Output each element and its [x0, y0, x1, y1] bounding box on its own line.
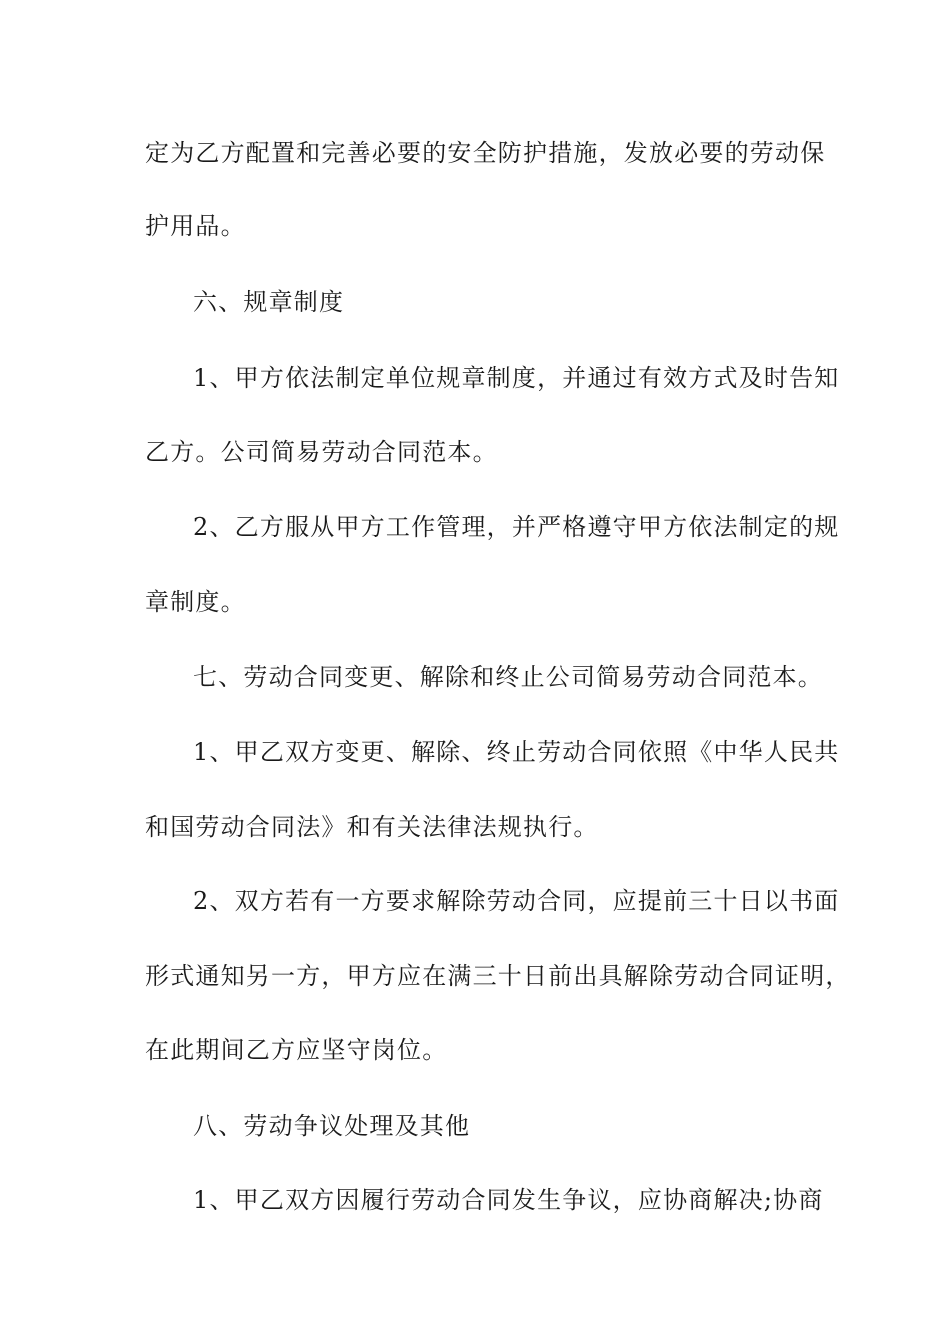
paragraph-line: 形式通知另一方，甲方应在满三十日前出具解除劳动合同证明， — [145, 962, 851, 990]
paragraph-line: 2、双方若有一方要求解除劳动合同，应提前三十日以书面 — [193, 887, 840, 915]
section-heading: 六、规章制度 — [193, 288, 345, 316]
paragraph-line: 和国劳动合同法》和有关法律法规执行。 — [145, 813, 599, 841]
paragraph-line: 在此期间乙方应坚守岗位。 — [145, 1036, 448, 1064]
paragraph-line: 章制度。 — [145, 588, 246, 616]
section-heading: 八、劳动争议处理及其他 — [193, 1112, 471, 1140]
paragraph-line: 乙方。公司简易劳动合同范本。 — [145, 438, 498, 466]
paragraph-line: 1、甲乙双方变更、解除、终止劳动合同依照《中华人民共 — [193, 738, 840, 766]
paragraph-line: 2、乙方服从甲方工作管理，并严格遵守甲方依法制定的规 — [193, 513, 840, 541]
paragraph-line: 护用品。 — [145, 212, 246, 240]
paragraph-line: 定为乙方配置和完善必要的安全防护措施，发放必要的劳动保 — [145, 139, 826, 167]
paragraph-line: 1、甲方依法制定单位规章制度，并通过有效方式及时告知 — [193, 364, 840, 392]
paragraph-line: 1、甲乙双方因履行劳动合同发生争议，应协商解决;协商 — [193, 1186, 824, 1214]
section-heading: 七、劳动合同变更、解除和终止公司简易劳动合同范本。 — [193, 663, 823, 691]
